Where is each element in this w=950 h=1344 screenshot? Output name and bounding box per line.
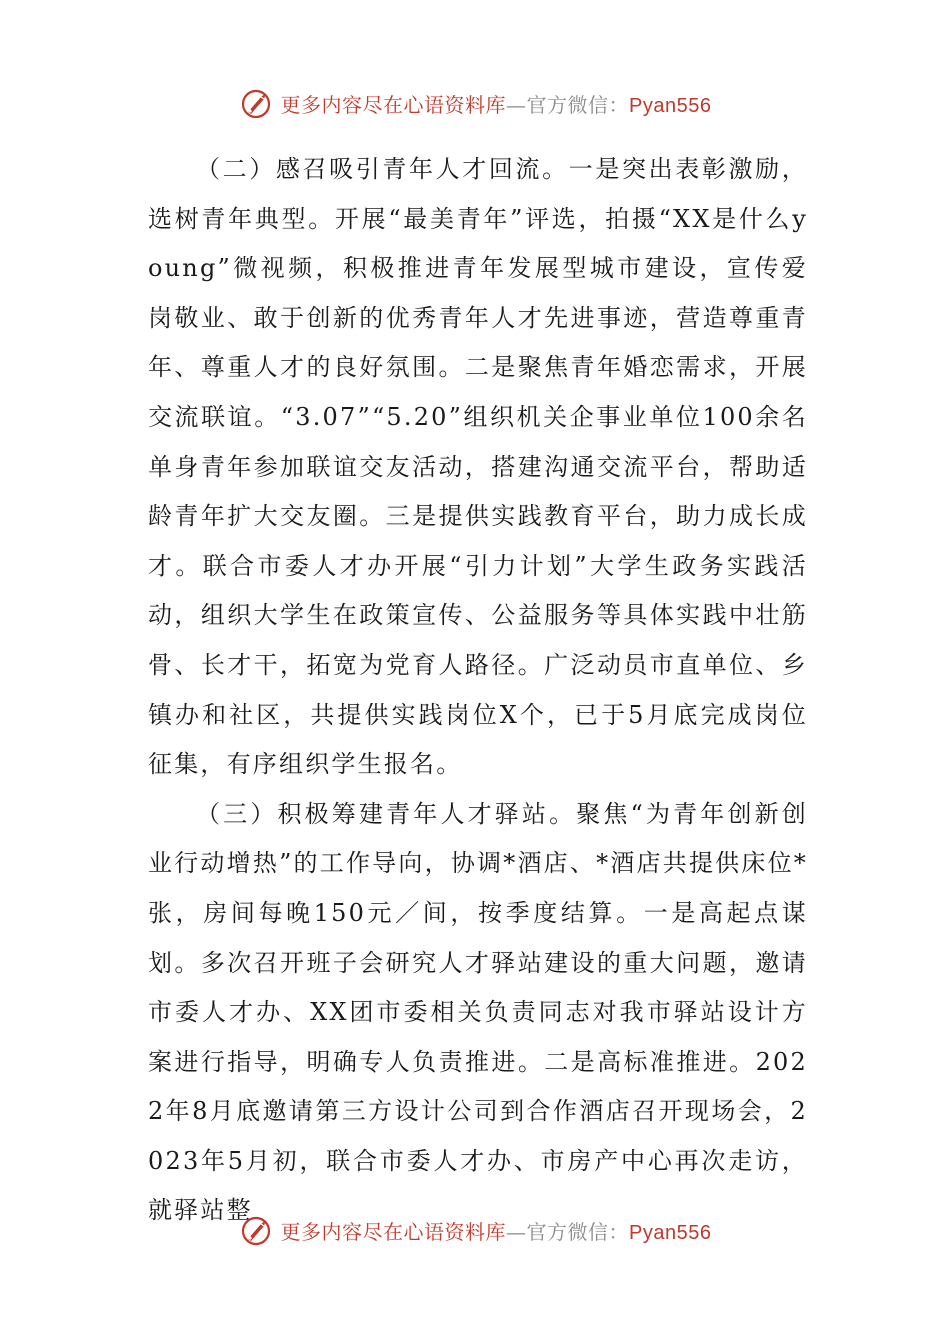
- header-banner: [0, 83, 950, 123]
- wechat-id: Pyan556: [629, 94, 712, 117]
- banner-title: 更多内容尽在心语资料库: [280, 92, 507, 117]
- footer-banner: [0, 1210, 950, 1250]
- wechat-id: Pyan556: [629, 1221, 712, 1244]
- banner-title: 更多内容尽在心语资料库: [280, 1219, 507, 1244]
- banner-separator: —: [506, 92, 527, 117]
- banner-separator: —: [506, 1219, 527, 1244]
- wechat-label: 官方微信：: [526, 1219, 630, 1244]
- wechat-label: 官方微信：: [526, 92, 630, 117]
- paragraph-section-3: （三）积极筹建青年人才驿站。聚焦“为青年创新创业行动增热”的工作导向，协调*酒店、*酒店共提供床位*张，房间每晚150元／间，按季度结算。一是高起点谋划。多次召开班子会研究人才驿站建设的重大问题，邀请市委人才办、XX团市委相关负责同志对我市驿站设计方案进行指导，明确专人负责推进。二是高标准推进。2022年8月底邀请第三方设计公司到合作酒店召开现场会，2023年5月初，联合市委人才办、市房产中心再次走访，就驿站整: [148, 799, 808, 1225]
- document-body: [148, 145, 808, 1236]
- pen-nib-logo-icon: [239, 85, 275, 121]
- paragraph-section-2: （二）感召吸引青年人才回流。一是突出表彰激励，选树青年典型。开展“最美青年”评选，拍摄“XX是什么young”微视频，积极推进青年发展型城市建设，宣传爱岗敬业、敢于创新的优秀青年人才先进事迹，营造尊重青年、尊重人才的良好氛围。二是聚焦青年婚恋需求，开展交流联谊。“3.07”“5.20”组织机关企事业单位100余名单身青年参加联谊交友活动，搭建沟通交流平台，帮助适龄青年扩大交友圈。三是提供实践教育平台，助力成长成才。联合市委人才办开展“引力计划”大学生政务实践活动，组织大学生在政策宣传、公益服务等具体实践中壮筋骨、长才干，拓宽为党育人路径。广泛动员市直单位、乡镇办和社区，共提供实践岗位X个，已于5月底完成岗位征集，有序组织学生报名。: [148, 155, 808, 779]
- pen-nib-logo-icon: [239, 1212, 275, 1248]
